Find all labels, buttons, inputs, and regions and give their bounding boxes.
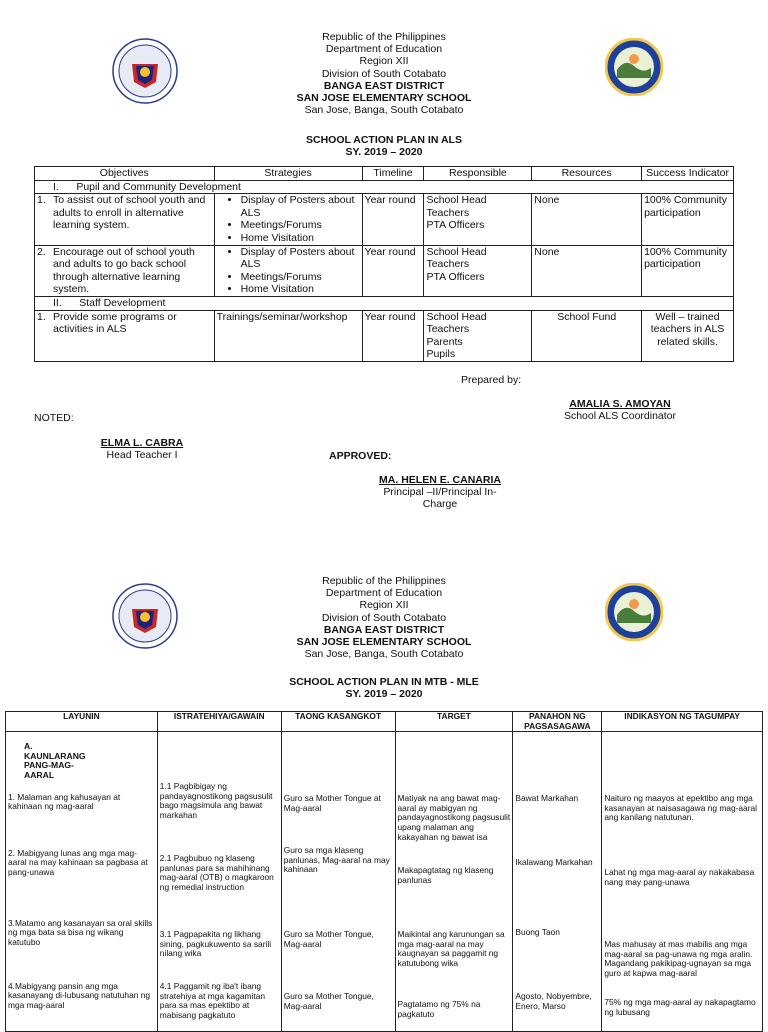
list-item: 2. Mabigyang lunas ang mga mag-aaral na may kahinaan sa pagbasa at pang-unawa — [8, 847, 148, 877]
column-header: Objectives — [35, 167, 215, 181]
table-header-row — [35, 167, 734, 181]
school-name: SAN JOSE ELEMENTARY SCHOOL — [296, 636, 472, 649]
letterhead — [0, 31, 768, 116]
strategies-cell — [214, 194, 362, 245]
list-item: Maikintal ang karunungan sa mga mag-aaral na may kaugnayan sa paggamit ng katutubong wika — [397, 929, 505, 968]
list-item: Guro sa mga klaseng panlunas, Mag-aaral na may kahinaan — [283, 845, 390, 875]
timeline-cell: Year round — [362, 245, 424, 296]
list-item: Pagtatamo ng 75% na pagkatuto — [397, 999, 481, 1019]
responsible-item: School Head — [426, 310, 487, 323]
column-header: Timeline — [362, 167, 424, 181]
principal-signature — [370, 474, 510, 510]
section-row — [35, 296, 734, 310]
als-action-plan-table — [34, 166, 734, 362]
responsible-item: School Head — [426, 194, 487, 207]
document-title — [0, 676, 768, 700]
letterhead-line: Republic of the Philippines — [322, 575, 446, 587]
mtb-mle-action-plan-table — [5, 711, 763, 1032]
district-name: BANGA EAST DISTRICT — [323, 79, 445, 92]
column-header: Resources — [532, 167, 642, 181]
timeline-cell: Year round — [362, 310, 424, 361]
noted-label: NOTED: — [34, 412, 74, 424]
row-number: 1. — [37, 310, 46, 323]
list-item: Agosto, Nobyembre, Enero, Marso — [515, 991, 592, 1011]
list-item: 1.1 Pagbibigay ng pandayagnostikong pagsusulit bago magsimula ang bawat markahan — [159, 781, 273, 820]
section-heading: I. Pupil and Community Development — [35, 180, 734, 194]
column-header: TARGET — [395, 712, 513, 732]
head-teacher-signature — [92, 437, 192, 461]
responsible-cell — [424, 245, 532, 296]
table-row — [6, 732, 763, 1032]
strategy-item: • Meetings/Forums — [241, 219, 360, 232]
resources-cell: None — [532, 245, 642, 296]
objective-cell — [35, 245, 215, 296]
panahon-cell — [513, 732, 602, 1032]
letterhead-line: Division of South Cotabato — [321, 67, 447, 80]
principal-name: MA. HELEN E. CANARIA — [379, 474, 501, 486]
prepared-by-label: Prepared by: — [461, 374, 522, 386]
school-year: SY. 2019 – 2020 — [345, 688, 423, 700]
responsible-item: Teachers — [426, 206, 470, 219]
strategy-item: • Home Visitation — [241, 283, 360, 296]
responsible-item: Teachers — [426, 323, 470, 336]
kasangkot-cell — [281, 732, 395, 1032]
coordinator-signature — [540, 398, 700, 422]
table-header-row — [6, 712, 763, 732]
timeline-cell: Year round — [362, 194, 424, 245]
objective-cell — [35, 310, 215, 361]
plan-title: SCHOOL ACTION PLAN IN MTB - MLE — [289, 676, 479, 688]
list-item: 3.1 Pagpapakita ng likhang sining, pagkukuwento sa sarili nilang wika — [159, 929, 272, 959]
column-header: LAYUNIN — [6, 712, 158, 732]
list-item: 1. Malaman ang kahusayan at kahinaan ng mag-aaral — [8, 791, 121, 812]
layunin-cell — [6, 732, 158, 1032]
indicator-cell: Well – trained teachers in ALS related skills. — [642, 310, 734, 361]
list-item: Lahat ng mga mag-aaral ay nakakabasa nang may pang-unawa — [604, 867, 755, 887]
section-heading: II. Staff Development — [35, 296, 734, 310]
document-title — [0, 134, 768, 158]
section-heading: A. KAUNLARANG PANG-MAG-AARAL — [24, 741, 86, 780]
column-header: Responsible — [424, 167, 532, 181]
strategy-item: • Meetings/Forums — [241, 271, 360, 284]
list-item: Ikalawang Markahan — [515, 857, 593, 868]
head-teacher-title: Head Teacher I — [106, 449, 178, 461]
objective-cell — [35, 194, 215, 245]
table-row — [35, 310, 734, 361]
objective-text: Provide some programs or activities in ALS — [53, 310, 177, 336]
istratehiya-cell — [157, 732, 281, 1032]
resources-cell: School Fund — [532, 310, 642, 361]
responsible-item: PTA Officers — [426, 219, 485, 232]
column-header: TAONG KASANGKOT — [281, 712, 395, 732]
principal-title: Principal –II/Principal In-Charge — [383, 486, 497, 510]
row-number: 2. — [37, 245, 46, 258]
list-item: Buong Taon — [515, 927, 560, 938]
approved-label: APPROVED: — [329, 450, 392, 462]
letterhead-line: Department of Education — [325, 43, 443, 56]
indikasyon-cell — [602, 732, 763, 1032]
list-item: Naituro ng maayos at epektibo ang mga kasanayan at naisasagawa ng mag-aaral ang kanilang natutunan. — [604, 793, 758, 823]
list-item: Matiyak na ang bawat mag-aaral ay mabigyan ng pandayagnostikong pagsusulit upang malaman ang kakayahan ng bawat isa — [397, 793, 511, 842]
responsible-item: Parents — [426, 335, 463, 348]
list-item: Guro sa Mother Tongue, Mag-aaral — [283, 991, 374, 1011]
strategies-cell: Trainings/seminar/workshop — [214, 310, 362, 361]
coordinator-name: AMALIA S. AMOYAN — [569, 398, 671, 410]
list-item: 3.Matamo ang kasanayan sa oral skills ng mga bata sa bisa ng wikang katutubo — [8, 917, 153, 947]
letterhead — [0, 575, 768, 660]
school-address: San Jose, Banga, South Cotabato — [304, 104, 464, 117]
school-address: San Jose, Banga, South Cotabato — [304, 648, 464, 661]
list-item: 4.1 Paggamit ng iba't ibang stratehiya at mga kagamitan para sa mas epektibo at mabisang pagkatuto — [159, 981, 266, 1020]
table-row — [35, 245, 734, 296]
responsible-item: PTA Officers — [426, 270, 485, 283]
responsible-cell — [424, 310, 532, 361]
district-name: BANGA EAST DISTRICT — [323, 623, 445, 636]
strategies-cell — [214, 245, 362, 296]
school-name: SAN JOSE ELEMENTARY SCHOOL — [296, 92, 472, 105]
list-item: Guro sa Mother Tongue, Mag-aaral — [283, 929, 374, 949]
list-item: Bawat Markahan — [515, 793, 579, 804]
row-number: 1. — [37, 194, 46, 207]
indicator-cell: 100% Community participation — [642, 194, 734, 245]
list-item: Mas mahusay at mas mabilis ang mga mag-aaral sa pag-unawa ng mga aralin. Magandang pakikipag-ugnayan sa mga guro at kapwa mag-aaral — [604, 939, 753, 978]
responsible-item: Pupils — [426, 348, 456, 361]
school-year: SY. 2019 – 2020 — [345, 146, 423, 158]
column-header: Strategies — [214, 167, 362, 181]
objective-text: To assist out of school youth and adults to enroll in alternative learning system. — [53, 194, 206, 232]
letterhead-line: Department of Education — [325, 587, 443, 600]
strategy-item: • Display of Posters about ALS — [241, 194, 360, 219]
letterhead-line: Republic of the Philippines — [322, 31, 446, 43]
plan-title: SCHOOL ACTION PLAN IN ALS — [306, 134, 462, 146]
responsible-cell — [424, 194, 532, 245]
list-item: Guro sa Mother Tongue at Mag-aaral — [283, 793, 381, 813]
head-teacher-name: ELMA L. CABRA — [100, 437, 184, 449]
table-row — [35, 194, 734, 245]
coordinator-title: School ALS Coordinator — [563, 410, 677, 422]
column-header: Success Indicator — [642, 167, 734, 181]
resources-cell: None — [532, 194, 642, 245]
list-item: Makapagtatag ng klaseng panlunas — [397, 865, 494, 885]
column-header: PANAHON NG PAGSASAGAWA — [513, 712, 602, 732]
objective-text: Encourage out of school youth and adults to go back school through alternative learning system. — [53, 245, 195, 296]
letterhead-line: Region XII — [359, 599, 409, 612]
strategy-item: • Display of Posters about ALS — [241, 246, 360, 271]
target-cell — [395, 732, 513, 1032]
list-item: 2.1 Pagbubuo ng klaseng panlunas para sa mahihinang mag-aaral (OTB) o magkaroon ng remedial instruction — [159, 853, 274, 892]
column-header: INDIKASYON NG TAGUMPAY — [602, 712, 763, 732]
column-header: ISTRATEHIYA/GAWAIN — [157, 712, 281, 732]
letterhead-line: Region XII — [359, 55, 409, 68]
list-item: 4.Mabigyang pansin ang mga kasanayang di-lubusang natutuhan ng mga mag-aaral — [8, 980, 151, 1010]
strategy-item: • Home Visitation — [241, 232, 360, 245]
letterhead-line: Division of South Cotabato — [321, 611, 447, 624]
responsible-item: School Head — [426, 245, 487, 258]
list-item: 75% ng mga mag-aaral ay nakapagtamo ng lubusang — [604, 997, 756, 1017]
responsible-item: Teachers — [426, 258, 470, 271]
indicator-cell: 100% Community participation — [642, 245, 734, 296]
section-row — [35, 180, 734, 194]
